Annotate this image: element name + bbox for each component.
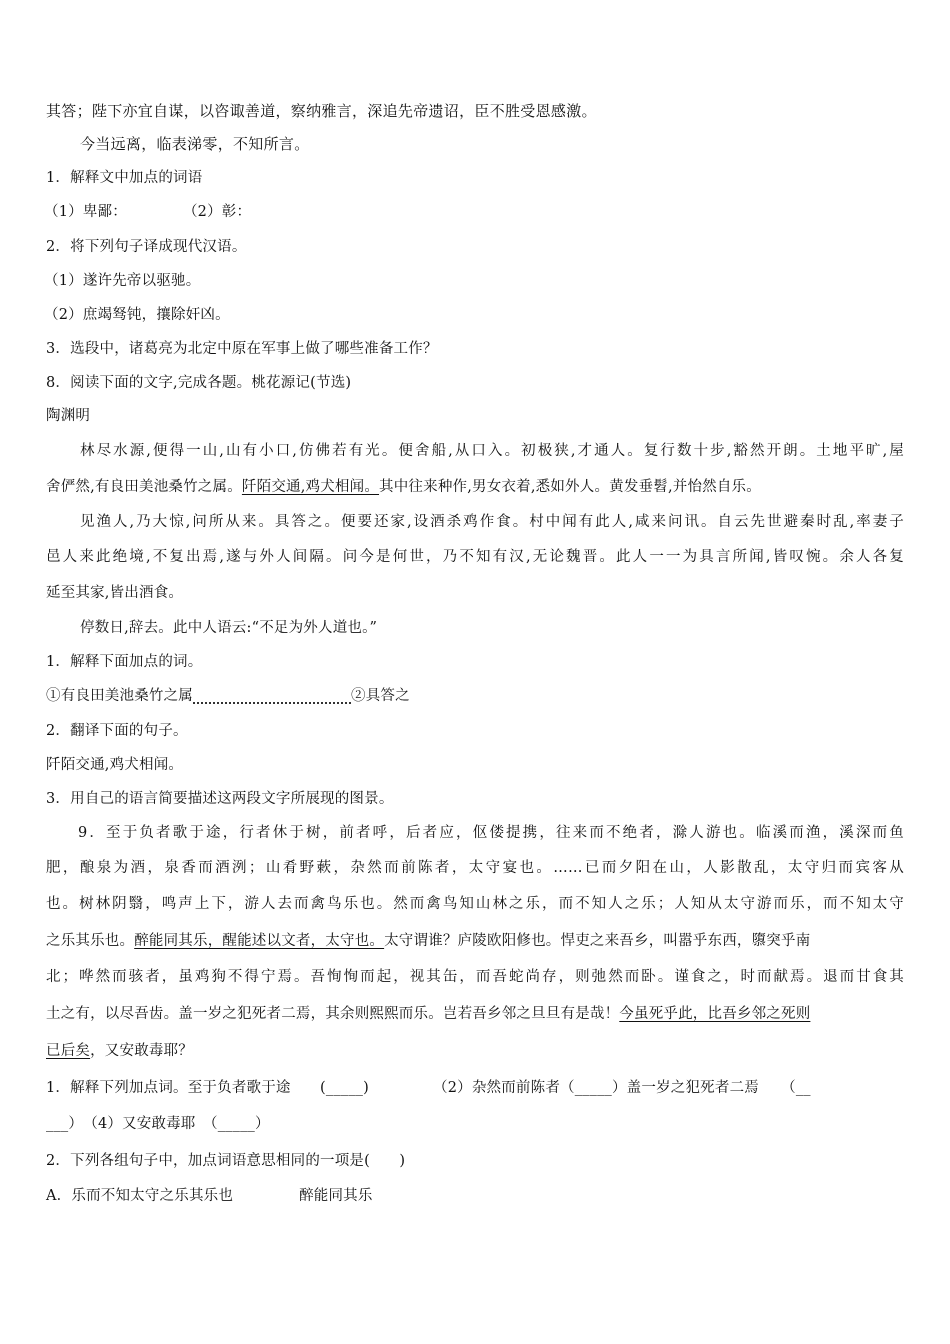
taohua-para-1-line-1: 林尽水源,便得一山,山有小口,仿佛若有光。便舍船,从口入。初极狭,才通人。复行数十步,豁然开朗。土地平旷,屋: [80, 443, 904, 459]
passage9-line-5: 北；哗然而骇者，虽鸡狗不得宁焉。吾恂恂而起，视其缶，而吾蛇尚存，则弛然而卧。谨食之，时而献焉。退而甘食其: [46, 969, 904, 985]
passage9-l4-text-b: 太守谓谁？庐陵欧阳修也。悍吏之来吾乡，叫嚣乎东西，隳突乎南: [384, 933, 811, 949]
option-a-sentence-2: 醉能同其乐: [299, 1188, 373, 1204]
chushi-line-2: 今当远离，临表涕零，不知所言。: [80, 135, 310, 153]
option-a-sentence-1: A．乐而不知太守之乐其乐也: [46, 1188, 234, 1204]
taohua-author: 陶渊明: [46, 408, 91, 424]
chushi-question-1-items: [44, 201, 906, 223]
taohua-para-2-line-2: 邑人来此绝境,不复出焉,遂与外人间隔。问今是何世，乃不知有汉,无论魏晋。此人一一为具言所闻,皆叹惋。余人各复: [46, 549, 904, 565]
answer-blank-dotted[interactable]: [193, 688, 351, 704]
passage9-question-2: 2．下列各组句子中，加点词语意思相同的一项是( ): [46, 1153, 406, 1169]
passage9-line-3: 也。树林阴翳，鸣声上下，游人去而禽鸟乐也。然而禽鸟知山林之乐，而不知人之乐；人知从太守游而乐，而不知太守: [46, 896, 904, 912]
passage9-question-1-cont: ___） （4）又安敢毒耶 （_____）: [46, 1116, 270, 1132]
taohua-para-2-line-1: 见渔人,乃大惊,问所从来。具答之。便要还家,设酒杀鸡作食。村中闻有此人,咸来问讯。自云先世避秦时乱,率妻子: [80, 514, 904, 530]
chushi-question-1: 1．解释文中加点的词语: [46, 170, 203, 186]
passage9-l7-underlined: 已后矣: [46, 1043, 91, 1059]
chushi-q1-item-2: （2）彰：: [182, 204, 252, 220]
passage9-option-a: [46, 1185, 906, 1207]
passage9-l4-underlined: 醉能同其乐，醒能述以文者，太守也。: [134, 933, 385, 949]
taohua-heading: 8．阅读下面的文字,完成各题。桃花源记(节选): [46, 375, 352, 391]
taohua-para-3: 停数日,辞去。此中人语云:“不足为外人道也。”: [80, 620, 378, 636]
passage9-l6-text-a: 土之有，以尽吾齿。盖一岁之犯死者二焉，其余则熙熙而乐。岂若吾乡邻之旦旦有是哉！: [46, 1006, 620, 1022]
passage9-l7-text-b: ，又安敢毒耶？: [90, 1043, 194, 1059]
passage9-question-1: [46, 1077, 906, 1099]
taohua-q1-item-2: ②具答之: [351, 688, 410, 704]
passage9-line-6: [46, 1003, 906, 1025]
chushi-question-3: 3．选段中，诸葛亮为北定中原在军事上做了哪些准备工作？: [46, 341, 438, 357]
taohua-question-2: 2．翻译下面的句子。: [46, 723, 188, 739]
passage9-q1-part-a: 1．解释下列加点词。至于负者歌于途 (_____): [46, 1080, 369, 1096]
taohua-q1-item-1: ①有良田美池桑竹之属: [46, 688, 193, 704]
passage9-line-2: 肥，酿泉为酒，泉香而酒洌；山肴野蔌，杂然而前陈者，太守宴也。……已而夕阳在山，人影散乱，太守归而宾客从: [46, 860, 904, 876]
taohua-p1-text-b: 其中往来种作,男女衣着,悉如外人。黄发垂髫,并怡然自乐。: [379, 479, 761, 495]
taohua-p1-text-a: 舍俨然,有良田美池桑竹之属。: [46, 479, 242, 495]
taohua-question-3: 3．用自己的语言简要描述这两段文字所展现的图景。: [46, 791, 394, 807]
taohua-question-1-items: [46, 685, 906, 707]
chushi-q1-item-1: （1）卑鄙：: [44, 204, 127, 220]
passage9-line-4: [46, 930, 906, 952]
taohua-para-1-line-2: [46, 476, 906, 498]
taohua-p1-underlined: 阡陌交通,鸡犬相闻。: [241, 479, 380, 495]
chushi-line-1: 其答；陛下亦宜自谋，以咨诹善道，察纳雅言，深追先帝遗诏，臣不胜受恩感激。: [46, 102, 597, 120]
passage9-q1-part-b: （2）杂然而前陈者（_____）盖一岁之犯死者二焉 （__: [433, 1080, 811, 1096]
chushi-q2-item-2: （2）庶竭驽钝，攘除奸凶。: [44, 307, 230, 323]
passage9-line-7: [46, 1040, 906, 1062]
chushi-q2-item-1: （1）遂许先帝以驱驰。: [44, 273, 201, 289]
passage9-l4-text-a: 之乐其乐也。: [46, 933, 135, 949]
passage9-l6-underlined: 今虽死乎此，比吾乡邻之死则: [619, 1006, 811, 1022]
taohua-para-2-line-3: 延至其家,皆出酒食。: [46, 585, 184, 601]
taohua-q2-sentence: 阡陌交通,鸡犬相闻。: [46, 757, 184, 773]
chushi-question-2: 2．将下列句子译成现代汉语。: [46, 239, 247, 255]
passage9-line-1: 9．至于负者歌于途，行者休于树，前者呼，后者应，伛偻提携，往来而不绝者，滁人游也。临溪而渔，溪深而鱼: [78, 825, 904, 841]
taohua-question-1: 1．解释下面加点的词。: [46, 654, 203, 670]
